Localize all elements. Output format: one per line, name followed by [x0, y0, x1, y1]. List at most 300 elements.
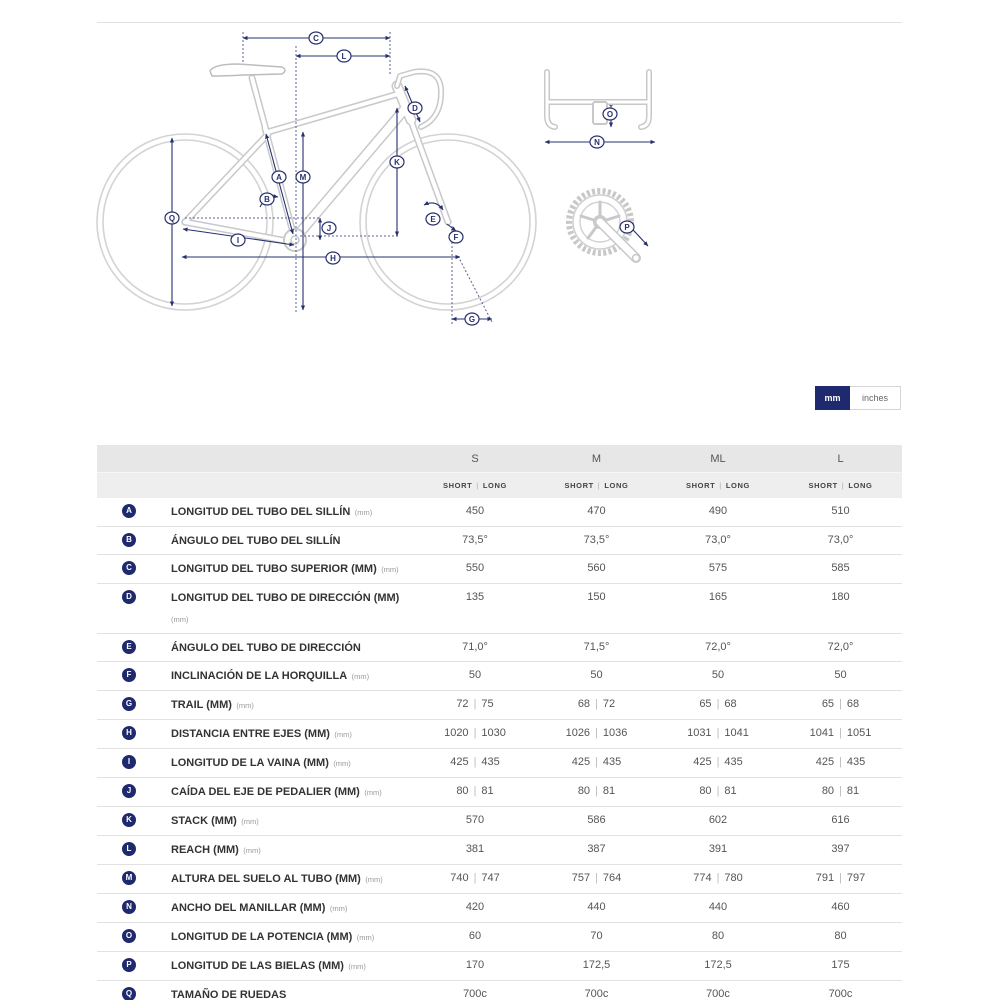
value-long: 75 — [481, 698, 494, 710]
value-short: 80 — [821, 785, 835, 797]
row-label-cell — [160, 926, 414, 948]
value-long: 1051 — [846, 727, 872, 739]
value: 73,5° — [462, 534, 488, 546]
value: 510 — [831, 505, 850, 517]
row-label: LONGITUD DE LA VAINA (MM) — [171, 757, 329, 769]
row-label: DISTANCIA ENTRE EJES (MM) — [171, 728, 330, 740]
value-cell-m — [536, 839, 657, 859]
value-cell-l — [779, 984, 902, 1000]
value-separator: | — [595, 785, 598, 797]
geometry-row-i — [97, 749, 902, 778]
row-letter-badge: A — [122, 504, 136, 518]
row-label-cell — [160, 694, 414, 716]
row-unit: (mm) — [351, 672, 370, 681]
value-long: 81 — [602, 785, 616, 797]
row-label-cell — [160, 501, 414, 523]
value-cell-s — [414, 501, 536, 521]
value: 165 — [708, 591, 728, 603]
value-long: 68 — [846, 698, 860, 710]
value-cell-ml — [657, 984, 779, 1000]
row-badge-cell — [97, 984, 160, 1000]
value-long: 780 — [724, 872, 743, 884]
saddle — [210, 64, 285, 76]
row-label-cell — [160, 665, 414, 687]
value-cell-m — [536, 955, 657, 975]
svg-text:N: N — [594, 138, 600, 147]
row-label-cell — [160, 558, 414, 580]
row-badge-cell — [97, 665, 160, 685]
value-separator: | — [716, 785, 720, 797]
value-cell-m — [536, 752, 657, 772]
variant-header-s — [414, 481, 536, 490]
row-label: LONGITUD DE LA POTENCIA (MM) — [171, 931, 353, 943]
value-cell-s — [414, 558, 536, 578]
geometry-rows — [97, 498, 902, 1000]
value-cell-ml — [657, 530, 779, 550]
value-cell-s — [414, 781, 536, 801]
value: 616 — [831, 814, 850, 826]
row-letter-badge: L — [122, 842, 136, 856]
value-separator: | — [839, 872, 842, 884]
value: 560 — [587, 562, 606, 574]
value: 585 — [831, 562, 850, 574]
row-badge-cell — [97, 694, 160, 714]
row-label: INCLINACIÓN DE LA HORQUILLA — [171, 670, 348, 682]
geometry-row-o — [97, 923, 902, 952]
value-cell-s — [414, 810, 536, 830]
size-header-row — [97, 445, 902, 472]
svg-text:A: A — [276, 173, 282, 182]
row-unit: (mm) — [356, 933, 375, 942]
value-cell-m — [536, 637, 657, 657]
value: 460 — [831, 901, 850, 913]
dim-badge-k — [390, 156, 404, 168]
value-cell-l — [779, 665, 902, 685]
value-cell-l — [779, 501, 902, 521]
value: 172,5 — [582, 959, 611, 971]
value: 72,0° — [827, 641, 854, 653]
geometry-row-p — [97, 952, 902, 981]
value: 381 — [465, 843, 485, 855]
size-header-ml: ML — [710, 452, 726, 465]
value-cell-m — [536, 587, 657, 607]
value-short: 65 — [821, 698, 835, 710]
row-badge-cell — [97, 587, 160, 607]
value-cell-l — [779, 723, 902, 743]
row-unit: (mm) — [171, 615, 189, 624]
bike-frame — [185, 78, 448, 242]
variant-header-ml — [657, 481, 779, 490]
value-cell-l — [779, 637, 902, 657]
row-badge-cell — [97, 839, 160, 859]
row-badge-cell — [97, 723, 160, 743]
value-cell-ml — [657, 637, 779, 657]
row-badge-cell — [97, 955, 160, 975]
row-unit: (mm) — [354, 508, 373, 517]
row-unit: (mm) — [243, 846, 261, 855]
value-cell-ml — [657, 897, 779, 917]
value: 180 — [831, 591, 850, 603]
row-letter-badge: Q — [122, 987, 136, 1000]
row-letter-badge: I — [122, 755, 136, 769]
geometry-row-l — [97, 836, 902, 865]
value: 172,5 — [704, 959, 732, 971]
variant-short: SHORT — [808, 481, 838, 490]
value: 71,5° — [583, 641, 610, 653]
value-long: 764 — [602, 872, 622, 884]
row-label: REACH (MM) — [171, 844, 239, 856]
dim-badge-n — [590, 136, 604, 148]
row-badge-cell — [97, 637, 160, 657]
variant-header-row — [97, 472, 902, 498]
row-letter-badge: E — [122, 640, 136, 654]
size-header-l: L — [837, 452, 844, 465]
row-unit: (mm) — [348, 962, 366, 971]
variant-separator: | — [476, 481, 479, 490]
value-separator: | — [716, 698, 720, 710]
row-unit: (mm) — [334, 730, 352, 739]
value-long: 81 — [481, 785, 494, 797]
value-short: 425 — [450, 756, 469, 768]
value-separator: | — [595, 756, 598, 768]
row-unit: (mm) — [236, 701, 254, 710]
value-separator: | — [595, 698, 598, 710]
value-separator: | — [839, 698, 842, 710]
value-short: 68 — [577, 698, 591, 710]
value-cell-m — [536, 897, 657, 917]
value: 73,5° — [583, 534, 610, 546]
svg-text:K: K — [394, 158, 400, 167]
row-label-cell — [160, 868, 414, 890]
value-short: 757 — [571, 872, 591, 884]
value-long: 72 — [602, 698, 616, 710]
variant-long: LONG — [848, 481, 873, 490]
geometry-row-c — [97, 555, 902, 584]
value: 50 — [834, 669, 847, 681]
value-cell-ml — [657, 694, 779, 714]
value-short: 425 — [571, 756, 591, 768]
svg-text:M: M — [299, 173, 307, 182]
svg-text:B: B — [264, 195, 270, 204]
value: 80 — [711, 930, 725, 942]
value: 387 — [587, 843, 606, 855]
value-cell-s — [414, 752, 536, 772]
value-cell-l — [779, 530, 902, 550]
row-label-cell — [160, 723, 414, 745]
dim-badge-o — [603, 108, 617, 120]
value: 420 — [465, 901, 485, 913]
row-label-cell — [160, 897, 414, 919]
value-cell-s — [414, 839, 536, 859]
geometry-row-h — [97, 720, 902, 749]
dim-badge-e — [426, 213, 440, 225]
row-letter-badge: B — [122, 533, 136, 547]
svg-text:O: O — [606, 110, 614, 119]
row-badge-cell — [97, 926, 160, 946]
dim-badge-m — [296, 171, 310, 183]
svg-text:I: I — [236, 236, 240, 245]
row-label: ALTURA DEL SUELO AL TUBO (MM) — [171, 873, 361, 885]
value-separator: | — [473, 698, 477, 710]
row-label: LONGITUD DEL TUBO DE DIRECCIÓN (MM) — [171, 592, 400, 604]
value-separator: | — [839, 756, 842, 768]
value: 50 — [711, 669, 725, 681]
row-label: ÁNGULO DEL TUBO DE DIRECCIÓN — [171, 642, 361, 654]
value-cell-ml — [657, 955, 779, 975]
value-cell-m — [536, 984, 657, 1000]
value-long: 1036 — [602, 727, 628, 739]
variant-short: SHORT — [443, 481, 473, 490]
svg-text:G: G — [468, 315, 476, 324]
geometry-row-q — [97, 981, 902, 1000]
row-badge-cell — [97, 781, 160, 801]
row-label: LONGITUD DEL TUBO SUPERIOR (MM) — [171, 563, 377, 575]
row-unit: (mm) — [333, 759, 351, 768]
row-label: TAMAÑO DE RUEDAS — [171, 989, 287, 1000]
value-long: 435 — [602, 756, 622, 768]
value-cell-l — [779, 839, 902, 859]
value: 470 — [587, 505, 606, 517]
value-cell-s — [414, 868, 536, 888]
value-cell-l — [779, 955, 902, 975]
value: 490 — [708, 505, 728, 517]
value-cell-s — [414, 955, 536, 975]
value: 586 — [587, 814, 606, 826]
value: 700c — [828, 988, 853, 1000]
svg-text:F: F — [453, 233, 459, 242]
row-label: STACK (MM) — [171, 815, 237, 827]
value-separator: | — [716, 727, 720, 739]
geometry-row-j — [97, 778, 902, 807]
value: 602 — [708, 814, 728, 826]
value-separator: | — [716, 756, 720, 768]
value-cell-l — [779, 897, 902, 917]
value-separator: | — [473, 727, 477, 739]
value: 575 — [708, 562, 728, 574]
variant-separator: | — [597, 481, 601, 490]
geometry-row-k — [97, 807, 902, 836]
variant-short: SHORT — [564, 481, 594, 490]
value: 570 — [465, 814, 485, 826]
row-label-cell — [160, 752, 414, 774]
value-separator: | — [473, 756, 477, 768]
value-long: 797 — [846, 872, 866, 884]
row-label-cell — [160, 781, 414, 803]
row-label: LONGITUD DE LAS BIELAS (MM) — [171, 960, 344, 972]
value-cell-l — [779, 781, 902, 801]
row-letter-badge: P — [122, 958, 136, 972]
unit-mm-button[interactable]: mm — [815, 386, 850, 410]
value-cell-m — [536, 558, 657, 578]
dim-badge-c — [309, 32, 323, 44]
svg-text:D: D — [412, 104, 418, 113]
geometry-row-a — [97, 498, 902, 527]
value: 150 — [587, 591, 606, 603]
variant-separator: | — [719, 481, 722, 490]
geometry-row-f — [97, 662, 902, 691]
size-header-s: S — [471, 452, 479, 465]
svg-text:C: C — [313, 34, 319, 43]
value: 60 — [468, 930, 482, 942]
row-label-cell — [160, 839, 414, 861]
geometry-row-d — [97, 584, 902, 634]
row-label: ÁNGULO DEL TUBO DEL SILLÍN — [171, 535, 341, 547]
value-long: 747 — [481, 872, 500, 884]
size-header-m: M — [591, 452, 602, 465]
value-long: 81 — [846, 785, 860, 797]
value-cell-m — [536, 781, 657, 801]
value: 397 — [831, 843, 850, 855]
row-unit: (mm) — [241, 817, 259, 826]
value-long: 81 — [724, 785, 737, 797]
value-cell-ml — [657, 723, 779, 743]
dim-line-a — [266, 134, 293, 234]
value-cell-l — [779, 868, 902, 888]
value-short: 65 — [699, 698, 712, 710]
value-separator: | — [595, 872, 598, 884]
value-cell-m — [536, 694, 657, 714]
row-letter-badge: N — [122, 900, 136, 914]
svg-text:E: E — [430, 215, 436, 224]
row-letter-badge: M — [122, 871, 136, 885]
value: 50 — [468, 669, 482, 681]
value: 170 — [465, 959, 485, 971]
value-cell-l — [779, 558, 902, 578]
value-cell-s — [414, 530, 536, 550]
row-label-cell — [160, 955, 414, 977]
value-cell-s — [414, 587, 536, 607]
value: 440 — [708, 901, 728, 913]
row-unit: (mm) — [381, 565, 399, 574]
row-badge-cell — [97, 558, 160, 578]
row-letter-badge: J — [122, 784, 136, 798]
unit-toggle — [815, 386, 901, 410]
value-long: 1030 — [481, 727, 506, 739]
variant-header-l — [779, 481, 902, 490]
dimension-lines — [172, 38, 655, 319]
value-short: 80 — [456, 785, 469, 797]
dim-badge-g — [465, 313, 479, 325]
value-cell-m — [536, 530, 657, 550]
svg-text:J: J — [326, 224, 332, 233]
svg-text:P: P — [624, 223, 630, 232]
value-cell-ml — [657, 558, 779, 578]
row-letter-badge: C — [122, 561, 136, 575]
value-short: 791 — [815, 872, 835, 884]
dim-badge-a — [272, 171, 286, 183]
value-cell-m — [536, 501, 657, 521]
value-cell-l — [779, 810, 902, 830]
row-label: ANCHO DEL MANILLAR (MM) — [171, 902, 326, 914]
value-short: 740 — [450, 872, 469, 884]
svg-text:H: H — [330, 254, 336, 263]
value-separator: | — [839, 727, 842, 739]
row-label-cell — [160, 637, 414, 658]
variant-separator: | — [841, 481, 845, 490]
value-short: 425 — [815, 756, 835, 768]
value: 72,0° — [705, 641, 731, 653]
geometry-table — [97, 445, 902, 1000]
row-label-cell — [160, 810, 414, 832]
value-short: 774 — [693, 872, 712, 884]
row-badge-cell — [97, 868, 160, 888]
value-cell-ml — [657, 810, 779, 830]
svg-text:Q: Q — [168, 214, 176, 223]
dim-badge-i — [231, 234, 245, 246]
row-label-cell — [160, 587, 414, 630]
value-separator: | — [473, 872, 477, 884]
value-separator: | — [595, 727, 598, 739]
value-short: 1020 — [444, 727, 469, 739]
variant-long: LONG — [725, 481, 750, 490]
dim-badge-h — [326, 252, 340, 264]
value: 700c — [463, 988, 487, 1000]
value: 700c — [706, 988, 730, 1000]
row-badge-cell — [97, 810, 160, 830]
row-badge-cell — [97, 501, 160, 521]
value-cell-m — [536, 723, 657, 743]
row-label: TRAIL (MM) — [171, 699, 232, 711]
value-cell-s — [414, 694, 536, 714]
dim-badge-f — [449, 231, 463, 243]
value-cell-ml — [657, 665, 779, 685]
row-label-cell — [160, 530, 414, 551]
row-label-cell — [160, 984, 414, 1000]
value-cell-s — [414, 637, 536, 657]
dim-badge-b — [260, 193, 274, 205]
value-cell-s — [414, 984, 536, 1000]
geometry-row-e — [97, 634, 902, 662]
value-long: 68 — [724, 698, 737, 710]
value-short: 1031 — [687, 727, 712, 739]
value-long: 435 — [724, 756, 743, 768]
bike-illustration — [97, 64, 536, 310]
value-cell-ml — [657, 587, 779, 607]
value-separator: | — [716, 872, 720, 884]
value-separator: | — [839, 785, 842, 797]
variant-header-m — [536, 481, 657, 490]
value-short: 425 — [693, 756, 712, 768]
unit-inches-button[interactable]: inches — [850, 386, 901, 410]
dim-badge-d — [408, 102, 422, 114]
dim-badge-q — [165, 212, 179, 224]
value-long: 435 — [846, 756, 866, 768]
value: 70 — [590, 930, 603, 942]
geometry-row-m — [97, 865, 902, 894]
value-cell-l — [779, 587, 902, 607]
value-long: 1041 — [724, 727, 749, 739]
value-cell-s — [414, 665, 536, 685]
geometry-row-g — [97, 691, 902, 720]
dim-badge-p — [620, 221, 634, 233]
value-cell-ml — [657, 501, 779, 521]
value: 73,0° — [705, 534, 731, 546]
value-cell-ml — [657, 839, 779, 859]
value: 73,0° — [827, 534, 854, 546]
svg-text:L: L — [341, 52, 347, 61]
row-badge-cell — [97, 752, 160, 772]
row-unit: (mm) — [365, 875, 383, 884]
value-cell-s — [414, 926, 536, 946]
value-cell-m — [536, 868, 657, 888]
row-badge-cell — [97, 530, 160, 550]
value-short: 80 — [699, 785, 712, 797]
dim-line-f — [447, 224, 456, 231]
value-cell-l — [779, 926, 902, 946]
row-letter-badge: D — [122, 590, 136, 604]
value-cell-m — [536, 926, 657, 946]
handlebar-front-view — [547, 72, 649, 127]
